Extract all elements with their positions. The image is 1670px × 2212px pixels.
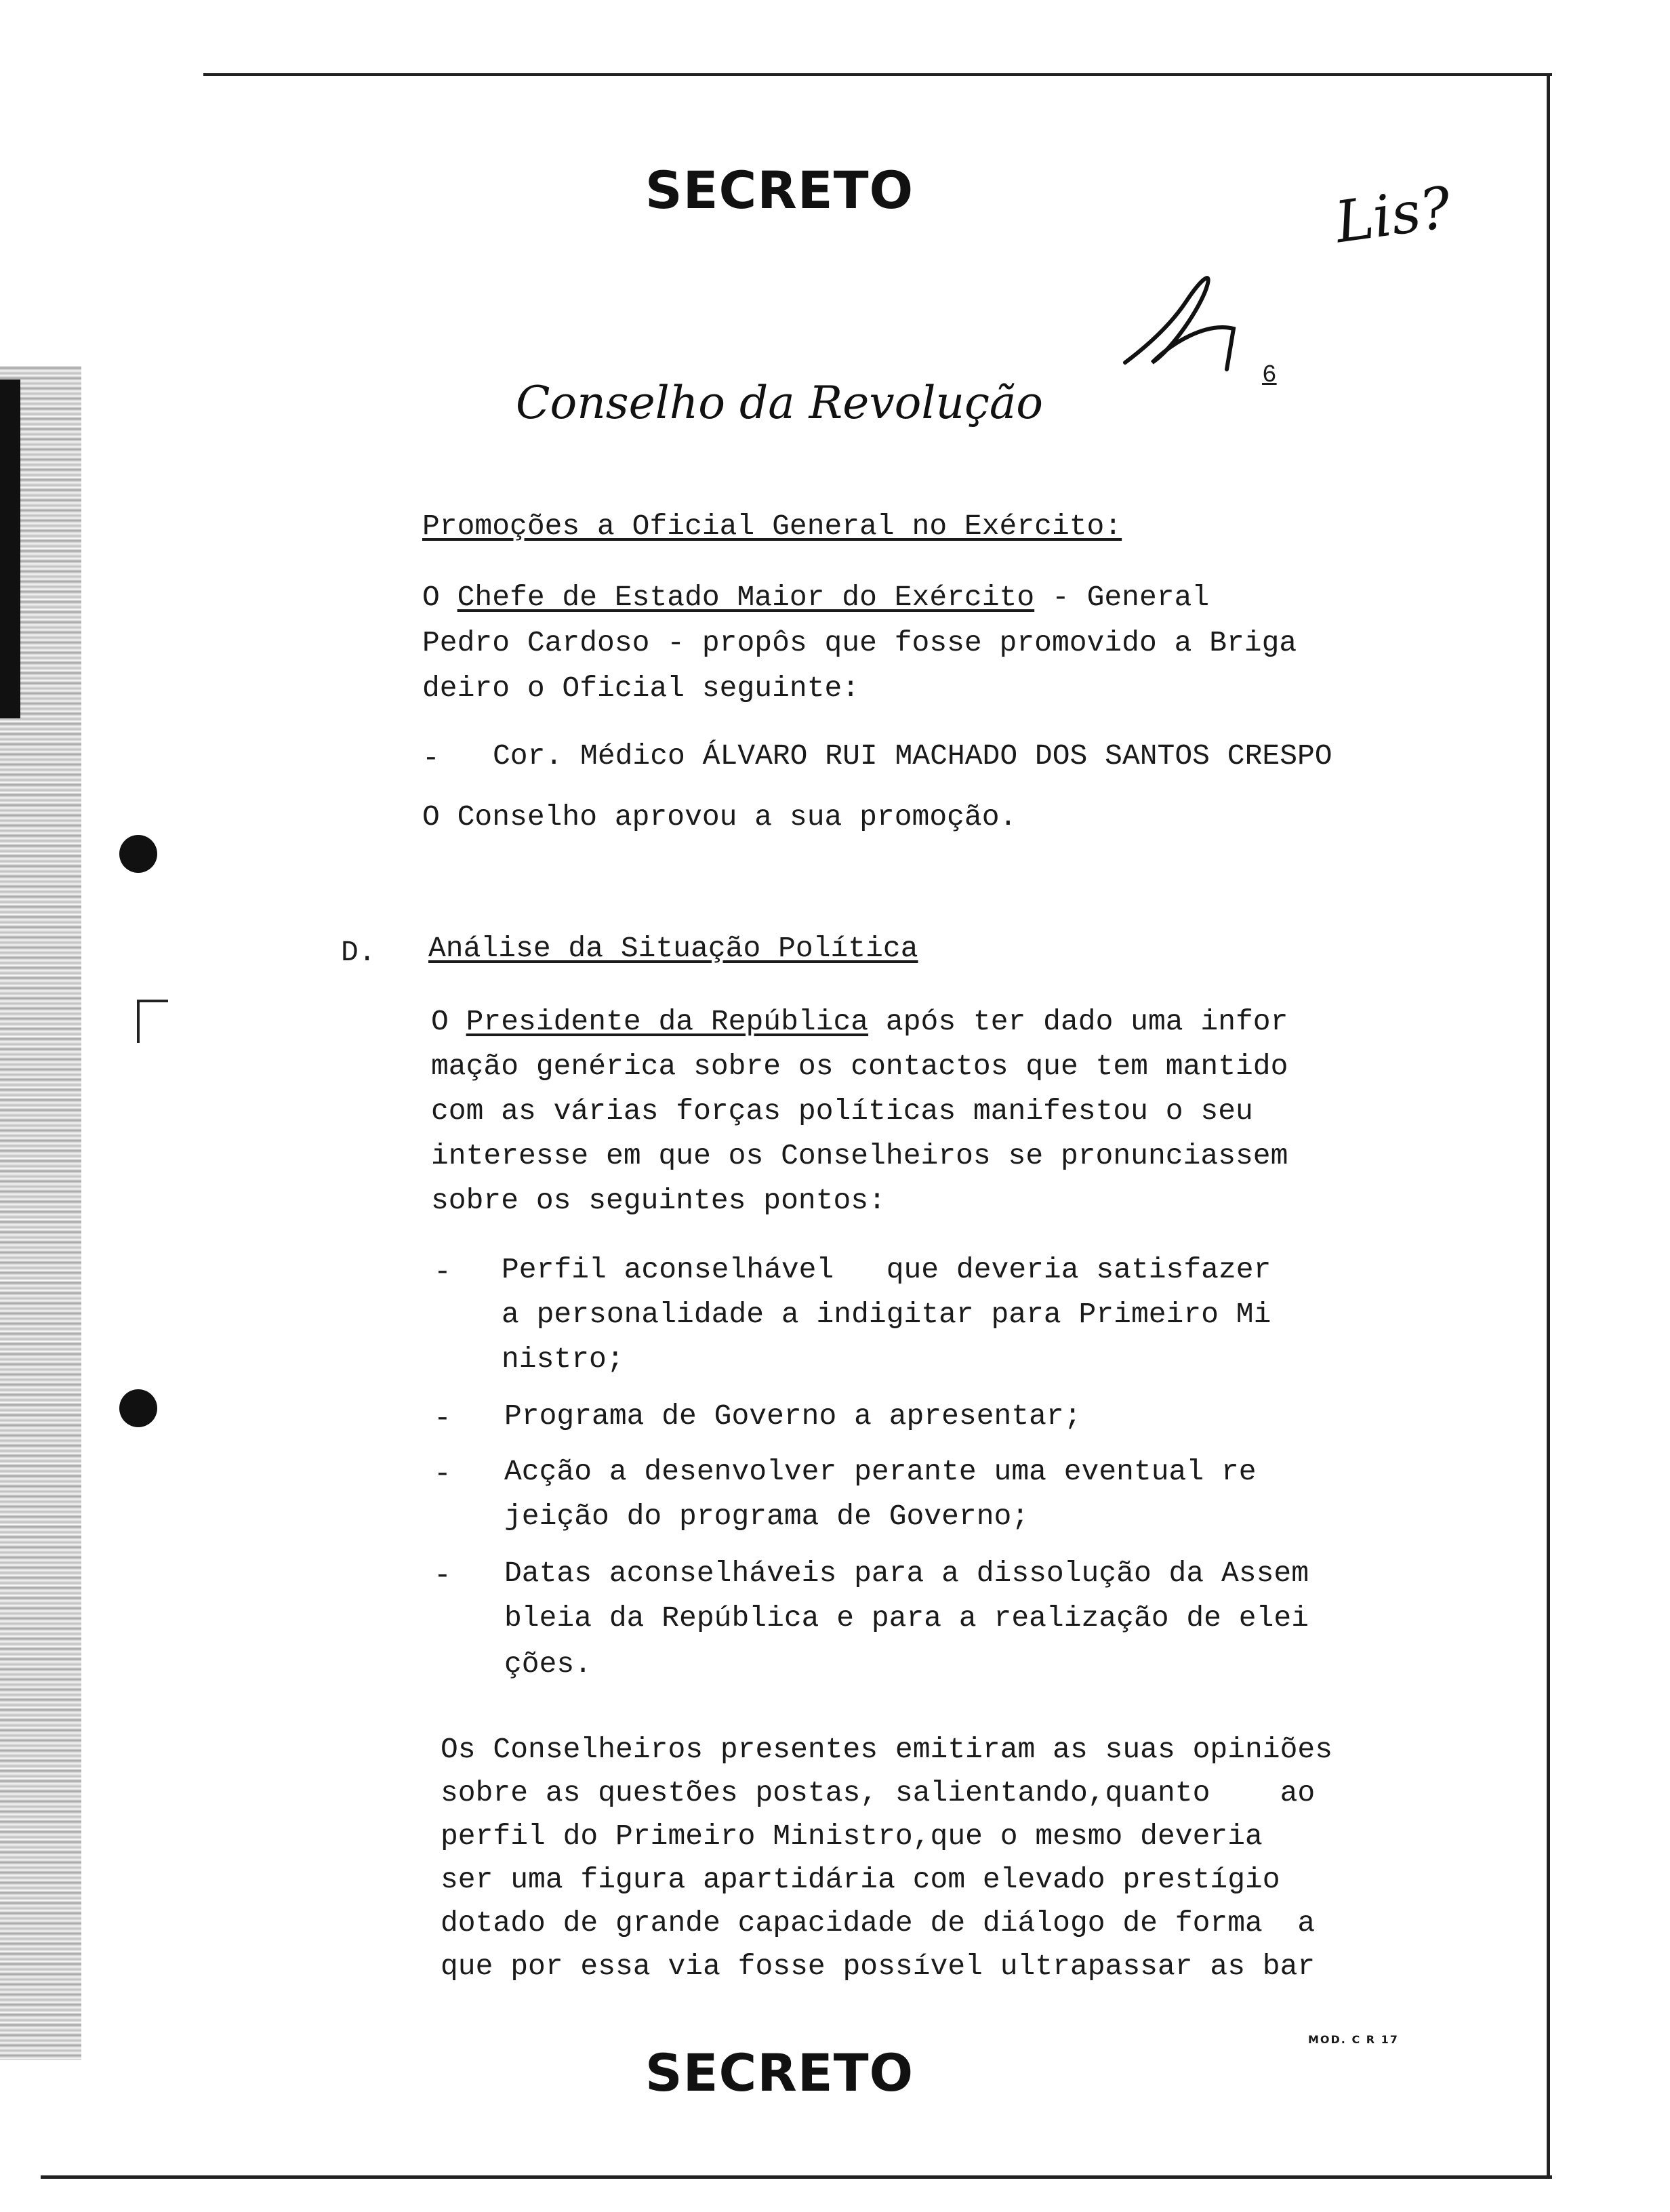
text: após ter dado uma infor [868, 1005, 1288, 1038]
list-dash: - [434, 1255, 451, 1288]
intro-line [431, 1007, 1288, 1036]
section-d-heading: Análise da Situação Política [428, 932, 918, 965]
chief-of-staff-reference: Chefe de Estado Maior do Exército [457, 581, 1035, 614]
section-letter: D. [341, 936, 376, 969]
text: O [422, 581, 457, 614]
bullet-line: nistro; [502, 1343, 624, 1376]
approval-statement: O Conselho aprovou a sua promoção. [422, 800, 1017, 834]
bullet-line: Acção a desenvolver perante uma eventual re [504, 1455, 1257, 1488]
form-code: MOD. C R 17 [1308, 2033, 1399, 2046]
bullet-line: Datas aconselháveis para a dissolução da Assem [504, 1557, 1309, 1590]
intro-line: interesse em que os Conselheiros se pronunciassem [431, 1139, 1288, 1172]
bullet-line: ções. [504, 1647, 592, 1681]
intro-line: sobre os seguintes pontos: [431, 1184, 886, 1217]
classification-stamp-bottom: SECRETO [645, 2043, 914, 2103]
intro-line: mação genérica sobre os contactos que tem mantido [431, 1050, 1288, 1083]
bullet-line: Perfil aconselhável que deveria satisfazer [502, 1253, 1271, 1286]
closing-line: ser uma figura apartidária com elevado prestígio [441, 1863, 1280, 1896]
promotions-paragraph-line [422, 583, 1209, 612]
text: O [431, 1005, 466, 1038]
bullet-line: bleia da República e para a realização de elei [504, 1601, 1309, 1635]
page-frame-bottom [41, 2175, 1552, 2179]
promotions-paragraph-line: Pedro Cardoso - propôs que fosse promovido a Briga [422, 626, 1297, 659]
list-dash: - [422, 741, 440, 775]
punch-hole [119, 835, 157, 873]
handwritten-initial [1112, 261, 1247, 376]
intro-line: com as várias forças políticas manifestou o seu [431, 1094, 1253, 1128]
list-dash: - [434, 1401, 451, 1435]
classification-stamp-top: SECRETO [645, 160, 914, 220]
punch-hole [119, 1389, 157, 1427]
bullet-line: a personalidade a indigitar para Primeiro Mi [502, 1298, 1271, 1331]
list-dash: - [434, 1457, 451, 1490]
bullet-line: jeição do programa de Governo; [504, 1500, 1030, 1533]
closing-line: Os Conselheiros presentes emitiram as suas opiniões [441, 1733, 1333, 1766]
page-frame-top [203, 73, 1552, 76]
promotions-heading: Promoções a Oficial General no Exército: [422, 510, 1122, 543]
promotions-paragraph-line: deiro o Oficial seguinte: [422, 672, 860, 705]
bullet-line: Programa de Governo a apresentar; [504, 1399, 1082, 1433]
handwritten-note: Lis? [1331, 173, 1455, 256]
promoted-officer: Cor. Médico ÁLVARO RUI MACHADO DOS SANTOS CRESPO [493, 739, 1332, 773]
closing-line: que por essa via fosse possível ultrapassar as bar [441, 1950, 1316, 1983]
scan-edge-shadow [0, 380, 20, 718]
letterhead: Conselho da Revolução [515, 377, 1043, 429]
list-dash: - [434, 1559, 451, 1592]
closing-line: perfil do Primeiro Ministro,que o mesmo deveria [441, 1820, 1263, 1853]
text: - General [1034, 581, 1210, 614]
president-reference: Presidente da República [466, 1005, 869, 1038]
closing-line: sobre as questões postas, salientando,quanto ao [441, 1776, 1316, 1809]
closing-line: dotado de grande capacidade de diálogo de forma a [441, 1906, 1316, 1940]
page-number: 6 [1262, 361, 1277, 389]
margin-bracket-mark [137, 1000, 168, 1043]
